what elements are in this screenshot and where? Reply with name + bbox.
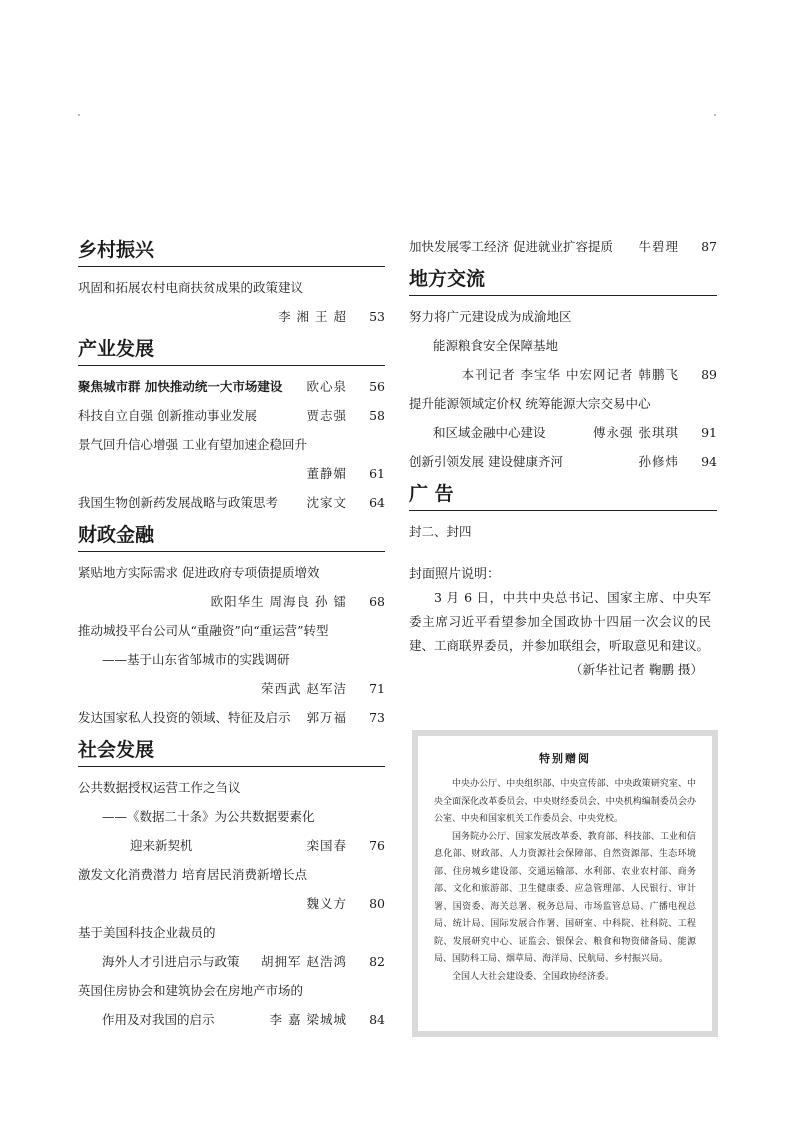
entry-title: 封二、封四 <box>409 524 472 539</box>
entry-page: 53 <box>369 309 385 324</box>
entry-title: 海外人才引进启示与政策 <box>102 954 240 969</box>
toc-entry[interactable] <box>409 360 717 389</box>
toc-entry[interactable] <box>78 802 385 831</box>
gift-box <box>412 730 718 1037</box>
entry-title: 公共数据授权运营工作之刍议 <box>78 780 241 795</box>
entry-page: 61 <box>369 466 385 481</box>
toc-entry[interactable] <box>78 947 385 976</box>
section-title: 社会发展 <box>78 732 385 767</box>
entry-authors: 欧阳华生 周海良 孙 镭 <box>210 594 347 609</box>
entry-title: 英国住房协会和建筑协会在房地产市场的 <box>78 983 304 998</box>
toc-entry[interactable] <box>78 273 385 302</box>
right-sections <box>409 261 717 546</box>
entry-title: 科技自立自强 创新推动事业发展 <box>78 408 257 423</box>
toc-entry[interactable] <box>78 831 385 860</box>
toc-entry[interactable] <box>409 389 717 418</box>
entry-page: 64 <box>369 495 385 510</box>
toc-entry[interactable] <box>409 418 717 447</box>
entry-title: 能源粮食安全保障基地 <box>433 338 559 353</box>
toc-right-column <box>409 232 717 682</box>
entry-page: 87 <box>701 239 717 254</box>
entry-page: 91 <box>701 425 717 440</box>
toc-entry[interactable] <box>78 674 385 703</box>
toc-entry[interactable] <box>78 616 385 645</box>
toc-entry[interactable] <box>78 488 385 517</box>
entry-page: 82 <box>369 954 385 969</box>
toc-entry[interactable] <box>409 331 717 360</box>
crop-mark-left <box>78 114 80 116</box>
entry-title: 创新引领发展 建设健康齐河 <box>409 454 563 469</box>
toc-entry[interactable] <box>78 860 385 889</box>
section-title: 广 告 <box>409 476 717 511</box>
entry-page: 76 <box>369 838 385 853</box>
entry-authors: 李 湘 王 超 <box>278 309 347 324</box>
section-title: 财政金融 <box>78 517 385 552</box>
section-title: 产业发展 <box>78 331 385 366</box>
section-title: 乡村振兴 <box>78 232 385 267</box>
toc-entry[interactable] <box>78 918 385 947</box>
toc-entry[interactable] <box>78 703 385 732</box>
entry-authors: 沈家文 <box>306 495 347 510</box>
entry-title: 迎来新契机 <box>130 838 193 853</box>
toc-entry[interactable] <box>409 447 717 476</box>
entry-authors: 孙修炜 <box>638 454 679 469</box>
entry-page: 89 <box>701 367 717 382</box>
entry-title: 发达国家私人投资的领域、特征及启示 <box>78 710 291 725</box>
entry-authors: 胡拥军 赵浩鸿 <box>261 954 347 969</box>
entry-title: 景气回升信心增强 工业有望加速企稳回升 <box>78 437 307 452</box>
entry-page: 73 <box>369 710 385 725</box>
entry-title: ——基于山东省邹城市的实践调研 <box>102 652 290 667</box>
toc-entry[interactable] <box>78 372 385 401</box>
gift-title: 特别赠阅 <box>539 752 591 765</box>
toc-entry[interactable] <box>78 430 385 459</box>
entry-title: 和区域金融中心建设 <box>433 425 546 440</box>
entry-authors: 贾志强 <box>306 408 347 423</box>
gift-paragraph: 中央办公厅、中央组织部、中央宣传部、中央政策研究室、中央全面深化改革委员会、中央财经委员会、中央机构编制委员会办公室、中央和国家机关工作委员会、中央党校。 <box>434 779 696 824</box>
entry-page: 71 <box>369 681 385 696</box>
cover-note <box>409 564 717 682</box>
toc-entry[interactable] <box>78 889 385 918</box>
entry-authors: 本刊记者 李宝华 中宏网记者 韩鹏飞 <box>461 367 679 382</box>
entry-title: 激发文化消费潜力 培育居民消费新增长点 <box>78 867 307 882</box>
toc-entry[interactable] <box>78 401 385 430</box>
entry-page: 56 <box>369 379 385 394</box>
entry-title: 作用及对我国的启示 <box>102 1012 215 1027</box>
entry-authors: 李 嘉 梁城城 <box>269 1012 347 1027</box>
entry-authors: 郭万福 <box>306 710 347 725</box>
entry-title: 我国生物创新药发展战略与政策思考 <box>78 495 279 510</box>
entry-authors: 栾国春 <box>306 838 347 853</box>
entry-page: 84 <box>369 1012 385 1027</box>
section-title: 地方交流 <box>409 261 717 296</box>
entry-page: 94 <box>701 454 717 469</box>
entry-page: 68 <box>369 594 385 609</box>
entry-title: 基于美国科技企业裁员的 <box>78 925 216 940</box>
crop-mark-right <box>714 114 716 116</box>
toc-entry[interactable] <box>78 587 385 616</box>
entry-title: 聚焦城市群 加快推动统一大市场建设 <box>78 379 283 394</box>
entry-page: 80 <box>369 896 385 911</box>
gift-paragraph: 全国人大社会建设委、全国政协经济委。 <box>452 971 615 982</box>
gift-paragraphs <box>418 776 712 986</box>
entry-title: 加快发展零工经济 促进就业扩容提质 <box>409 239 613 254</box>
toc-entry[interactable] <box>78 558 385 587</box>
entry-authors: 荣西武 赵军洁 <box>261 681 347 696</box>
entry-title: ——《数据二十条》为公共数据要素化 <box>102 809 315 824</box>
toc-entry[interactable] <box>78 1005 385 1034</box>
entry-authors: 牛碧理 <box>638 239 679 254</box>
toc-entry[interactable] <box>78 773 385 802</box>
entry-authors: 魏义方 <box>306 896 347 911</box>
entry-authors: 董静媚 <box>306 466 347 481</box>
entry-title: 提升能源领域定价权 统筹能源大宗交易中心 <box>409 396 651 411</box>
toc-entry[interactable] <box>409 517 717 546</box>
toc-entry[interactable] <box>409 302 717 331</box>
cover-note-credit: （新华社记者 鞠鹏 摄） <box>570 662 703 677</box>
gift-paragraph: 国务院办公厅、国家发展改革委、教育部、科技部、工业和信息化部、财政部、人力资源社会保障部、自然资源部、生态环境部、住房城乡建设部、交通运输部、水利部、农业农村部、商务部、文化和旅游部、卫生健康委、应急管理部、人民银行、审计署、国资委、海关总署、税务总局、市场监管总局、广播电视总局、统计局、国际发展合作署、国研室、中科院、社科院、工程院、发展研究中心、证监会、银保会、粮食和物资储备局、能源局、国防科工局、烟草局、海洋局、民航局、乡村振兴局。 <box>434 831 696 964</box>
toc-entry[interactable] <box>78 645 385 674</box>
entry-authors: 傅永强 张琪琪 <box>593 425 679 440</box>
entry-title: 推动城投平台公司从“重融资”向“重运营”转型 <box>78 623 329 638</box>
toc-entry[interactable] <box>78 302 385 331</box>
toc-left-column <box>78 232 385 1034</box>
entry-title: 巩固和拓展农村电商扶贫成果的政策建议 <box>78 280 304 295</box>
cover-note-body: 3 月 6 日，中共中央总书记、国家主席、中央军委主席习近平看望参加全国政协十四届一次会议的民建、工商联界委员，并参加联组会，听取意见和建议。 <box>409 590 711 653</box>
toc-entry[interactable] <box>409 232 717 261</box>
entry-title: 努力将广元建设成为成渝地区 <box>409 309 572 324</box>
entry-authors: 欧心泉 <box>306 379 347 394</box>
cover-note-heading: 封面照片说明： <box>409 567 501 582</box>
entry-title: 紧贴地方实际需求 促进政府专项债提质增效 <box>78 565 320 580</box>
entry-page: 58 <box>369 408 385 423</box>
toc-entry[interactable] <box>78 976 385 1005</box>
toc-entry[interactable] <box>78 459 385 488</box>
